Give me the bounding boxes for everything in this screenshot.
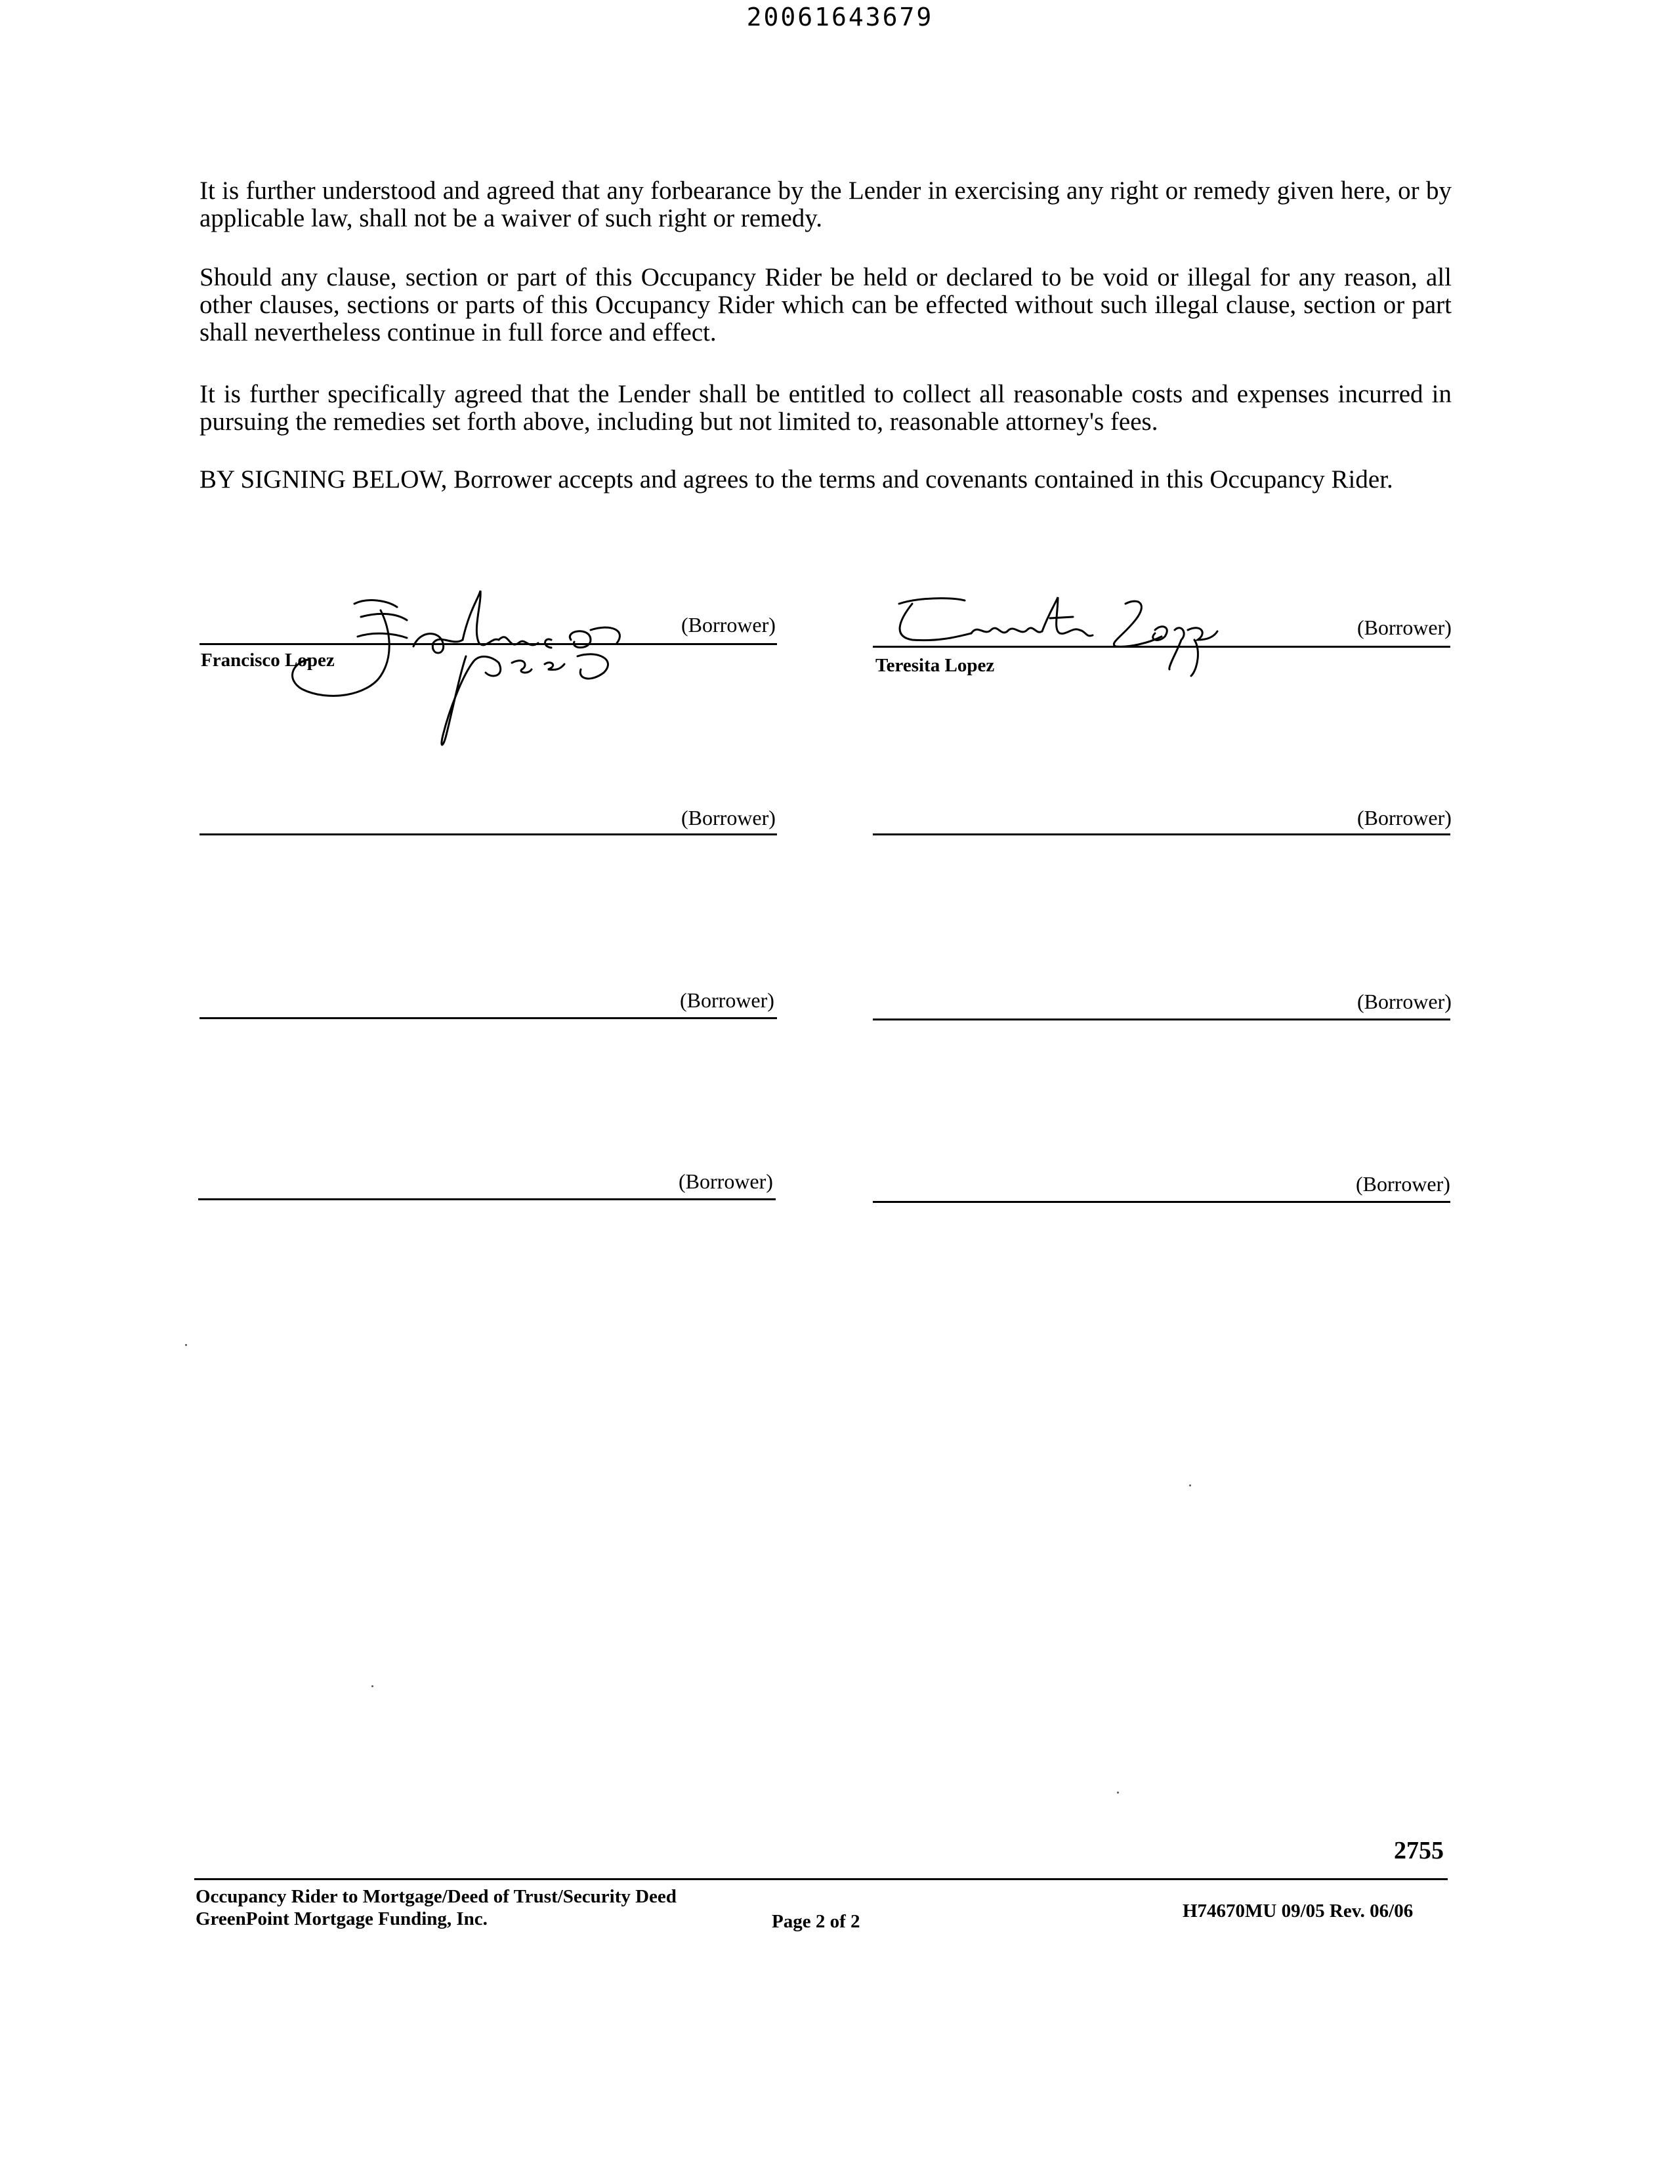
borrower-label: (Borrower) (679, 1169, 773, 1193)
borrower-label: (Borrower) (1357, 990, 1452, 1013)
footer-form-code: H74670MU 09/05 Rev. 06/06 (1183, 1900, 1414, 1922)
signature-francisco (282, 584, 650, 755)
footer-page-label: Page 2 of 2 (772, 1911, 860, 1932)
document-number: 20061643679 (746, 3, 934, 32)
signature-teresita (886, 584, 1227, 682)
scan-speck (185, 1344, 187, 1346)
footer-company: GreenPoint Mortgage Funding, Inc. (196, 1908, 488, 1929)
signature-line-left-3 (200, 1017, 777, 1019)
scan-speck (1117, 1792, 1119, 1794)
paragraph-acceptance: BY SIGNING BELOW, Borrower accepts and agrees to the terms and covenants contained in this Occupancy Rider. (200, 465, 1393, 494)
signature-line-right-2 (873, 833, 1450, 835)
borrower-label: (Borrower) (1356, 1172, 1450, 1196)
borrower-label: (Borrower) (681, 806, 776, 830)
signer-name-francisco: Francisco Lopez (201, 650, 335, 671)
scan-speck (371, 1685, 373, 1687)
scan-speck (1189, 1484, 1191, 1486)
paragraph-forbearance: It is further understood and agreed that any forbearance by the Lender in exercising any right or remedy given here, or by applicable law, shall not be a waiver of such right or remedy. (200, 177, 1452, 232)
signature-line-left-2 (200, 833, 777, 835)
signer-name-teresita: Teresita Lopez (875, 655, 995, 676)
signature-line-right-4 (873, 1201, 1450, 1203)
footer-title: Occupancy Rider to Mortgage/Deed of Trust/Security Deed (196, 1886, 677, 1907)
page-count: 2755 (1394, 1837, 1444, 1864)
footer-rule (194, 1878, 1448, 1880)
borrower-label: (Borrower) (680, 988, 774, 1012)
borrower-label: (Borrower) (1357, 806, 1452, 830)
borrower-label: (Borrower) (681, 613, 776, 637)
paragraph-costs: It is further specifically agreed that the Lender shall be entitled to collect all reasonable costs and expenses incurred in pursuing the remedies set forth above, including but not limited to, reasonable attorney's fees. (200, 380, 1452, 436)
signature-line-right-3 (873, 1018, 1450, 1020)
borrower-label: (Borrower) (1357, 616, 1452, 639)
paragraph-severability: Should any clause, section or part of this Occupancy Rider be held or declared to be void or illegal for any reason, all other clauses, sections or parts of this Occupancy Rider which can be effected without such illegal clause, section or part shall nevertheless continue in full force and effect. (200, 263, 1452, 346)
signature-line-left-4 (198, 1198, 776, 1200)
